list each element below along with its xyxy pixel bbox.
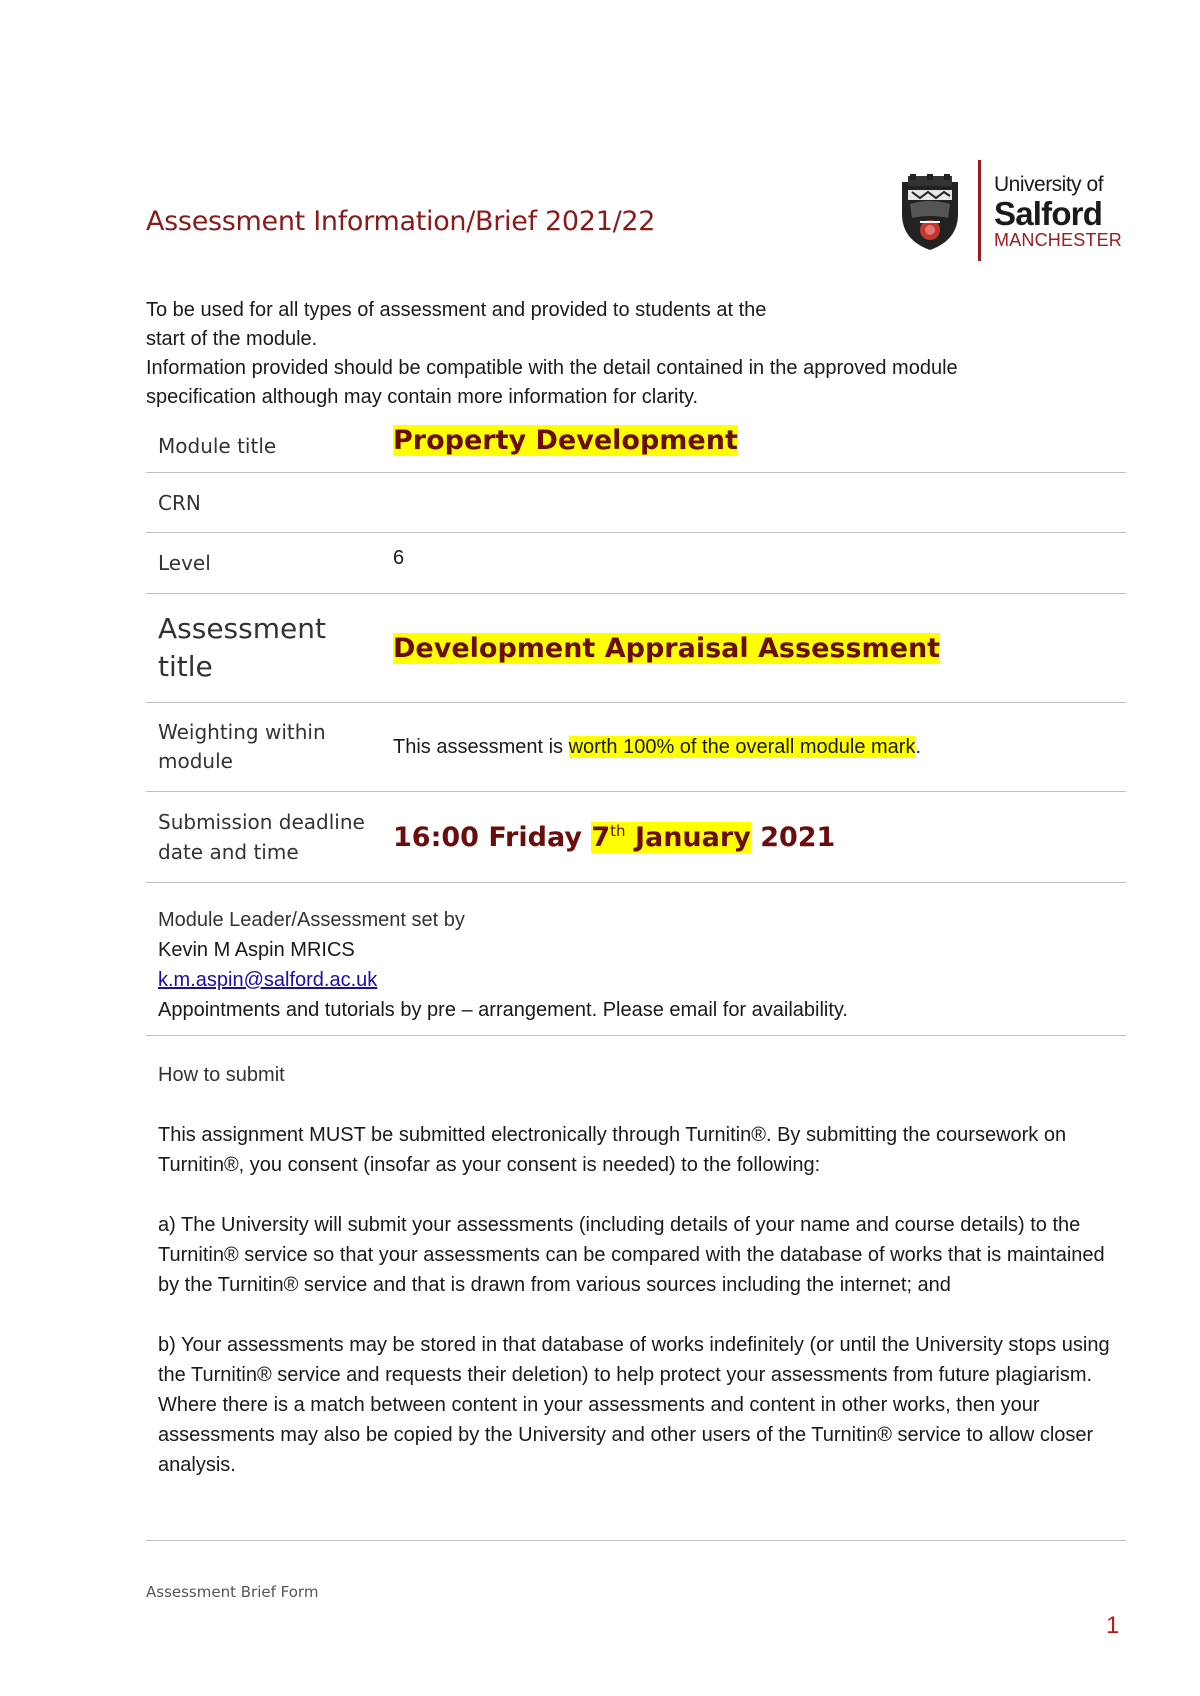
label-deadline-line: date and time (158, 840, 299, 864)
row-level (146, 533, 1126, 594)
assessment-info-table (146, 420, 1126, 1510)
module-leader-email-link[interactable]: k.m.aspin@salford.ac.uk (158, 969, 378, 991)
row-deadline (146, 792, 1126, 883)
label-level: Level (158, 551, 211, 575)
deadline-month: January (625, 821, 751, 853)
value-module-title: Property Development (393, 424, 738, 456)
label-assessment-title-line: title (158, 650, 213, 683)
deadline-year: 2021 (750, 821, 836, 853)
weighting-prefix: This assessment is (393, 735, 569, 758)
how-to-submit-para: a) The University will submit your assessments (including details of your name and course details) to the Turnitin® service so that your assessments can be compared with the database of works that is maintained by the Turnitin® service and that is drawn from various sources including the internet; and (158, 1214, 1105, 1296)
intro-text (146, 296, 1106, 412)
label-assessment-title (146, 610, 393, 686)
weighting-suffix: . (915, 735, 922, 758)
intro-line: Information provided should be compatible with the detail contained in the approved module (146, 357, 958, 379)
deadline-day-num: 7 (591, 821, 611, 853)
weighting-highlight: worth 100% of the overall module mark (568, 735, 916, 758)
value-weighting (393, 736, 1126, 759)
how-to-submit-section (146, 1036, 1126, 1480)
footer-divider (146, 1540, 1126, 1541)
module-leader-name: Kevin M Aspin MRICS (158, 939, 355, 961)
logo-line-manchester: MANCHESTER (994, 230, 1123, 250)
value-assessment-title-cell (393, 633, 1126, 664)
row-module-leader (146, 883, 1126, 1036)
label-deadline-line: Submission deadline (158, 810, 365, 834)
logo-line-salford: Salford (994, 195, 1103, 232)
logo-wordmark (994, 174, 1122, 249)
label-module-title: Module title (158, 434, 277, 458)
row-assessment-title (146, 594, 1126, 703)
intro-line: To be used for all types of assessment and provided to students at the (146, 299, 767, 321)
row-weighting (146, 703, 1126, 792)
label-weighting-line: module (158, 749, 233, 773)
label-deadline (146, 807, 393, 867)
page-number: 1 (1106, 1612, 1120, 1639)
footer-form-name: Assessment Brief Form (146, 1583, 319, 1601)
value-deadline (393, 822, 1126, 853)
row-module-title (146, 420, 1126, 473)
value-level: 6 (393, 546, 405, 569)
label-weighting-line: Weighting within (158, 720, 326, 744)
deadline-day-suffix: th (610, 821, 626, 840)
salford-crest-icon (898, 174, 962, 252)
row-crn (146, 473, 1126, 533)
how-to-submit-block (146, 1060, 1126, 1480)
how-to-submit-heading: How to submit (158, 1064, 285, 1086)
how-to-submit-para: b) Your assessments may be stored in that database of works indefinitely (or until the University stops using the Turnitin® service and requests their deletion) to help protect your assessments from future plagiarism. Where there is a match between content in your assessments and content in other works, then your assessments may also be copied by the University and other users of the Turnitin® service to allow closer analysis. (158, 1334, 1110, 1476)
module-leader-block (146, 905, 848, 1025)
module-leader-note: Appointments and tutorials by pre – arrangement. Please email for availability. (158, 999, 848, 1021)
logo-divider (978, 160, 981, 261)
university-logo (898, 160, 1123, 260)
label-crn: CRN (158, 490, 201, 515)
intro-line: start of the module. (146, 328, 318, 350)
intro-line: specification although may contain more information for clarity. (146, 386, 699, 408)
logo-line-university: University of (994, 173, 1104, 196)
deadline-time-day: 16:00 Friday (393, 821, 592, 853)
label-assessment-title-line: Assessment (158, 612, 326, 645)
how-to-submit-para: This assignment MUST be submitted electronically through Turnitin®. By submitting the coursework on Turnitin®, you consent (insofar as your consent is needed) to the following: (158, 1124, 1067, 1176)
page-title: Assessment Information/Brief 2021/22 (146, 206, 656, 237)
deadline-date-highlight (591, 822, 750, 853)
value-assessment-title: Development Appraisal Assessment (393, 632, 941, 664)
module-leader-heading: Module Leader/Assessment set by (158, 909, 465, 931)
value-module-title-cell (393, 425, 1126, 456)
label-weighting (146, 718, 393, 776)
